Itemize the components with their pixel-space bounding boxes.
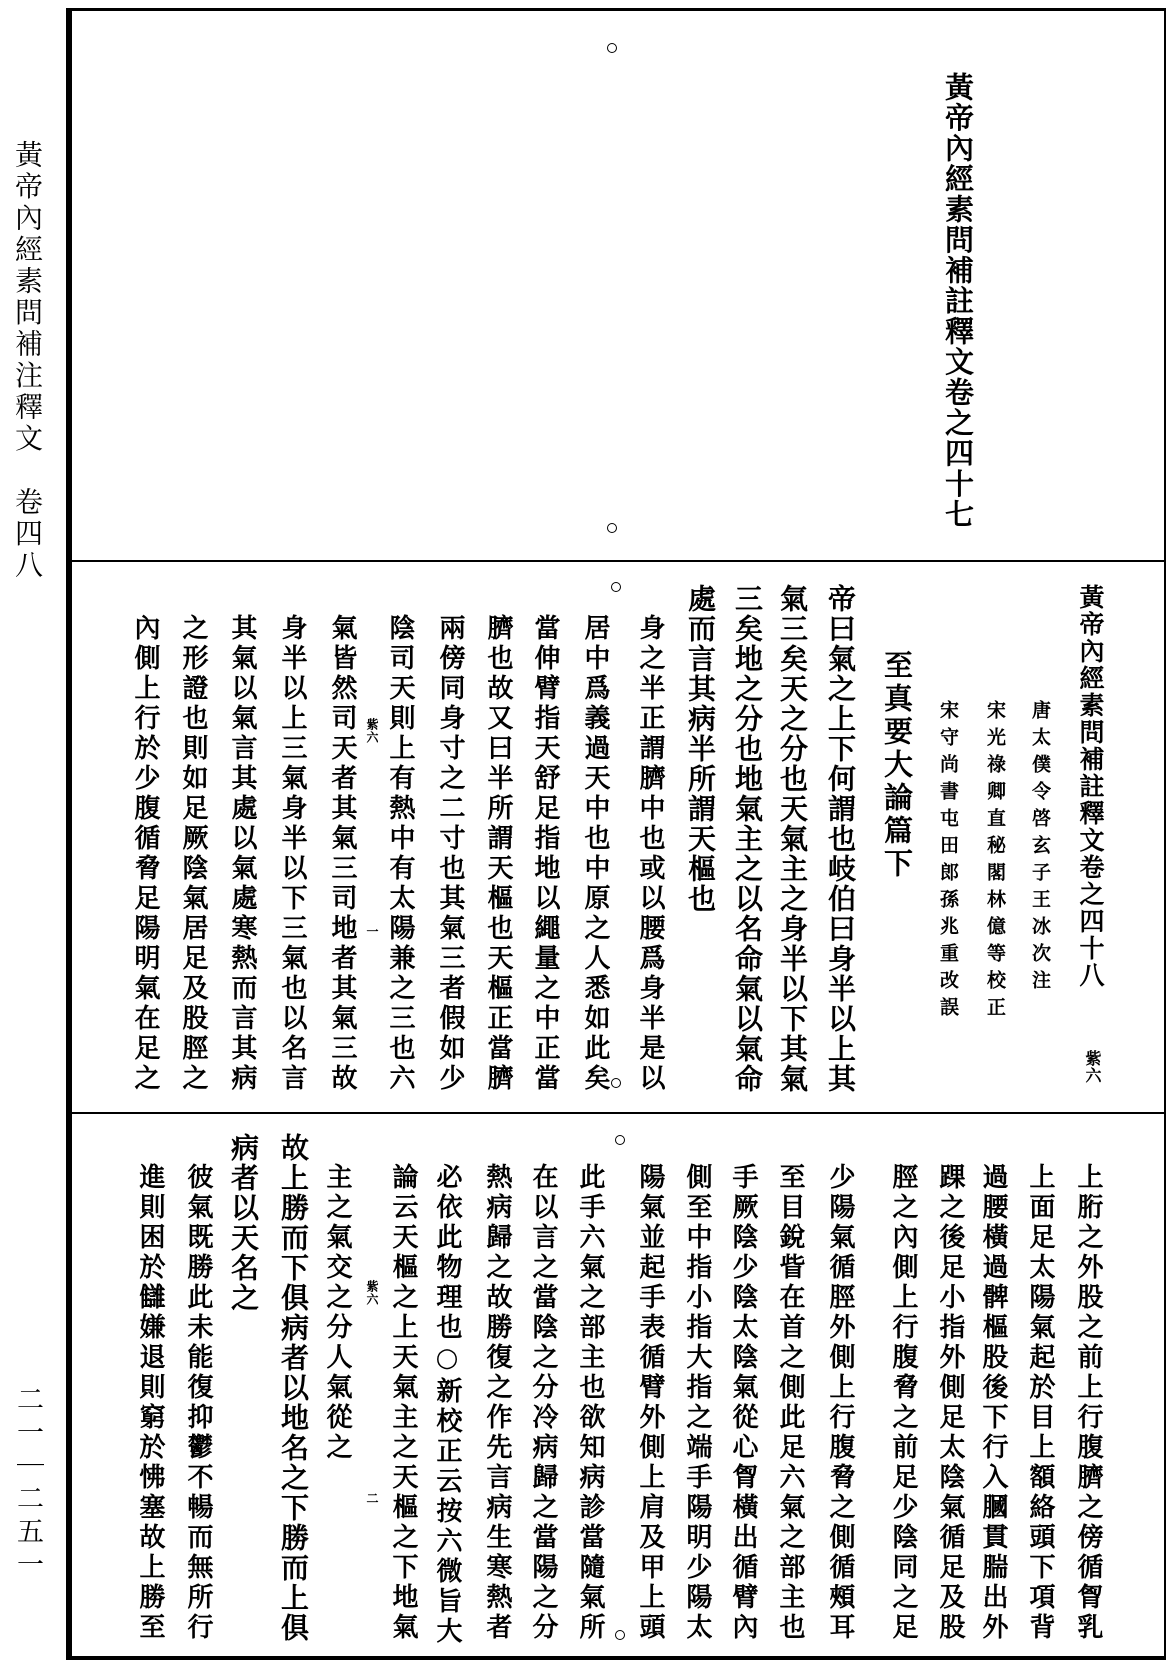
commentary-column: 其氣以氣言其處以氣處寒熱而言其病 [227, 614, 257, 1094]
panel-divider-lower [66, 1112, 1166, 1114]
volume-mark: 紫六 [1083, 1050, 1102, 1084]
commentary-column: 踝之後足小指外側足太陰氣循足及股 [935, 1163, 965, 1643]
commentary-column: 上面足太陽氣起於目上額絡頭下項背 [1025, 1163, 1055, 1643]
commentary-column: 論云天樞之上天氣主之天樞之下地氣 [388, 1163, 418, 1643]
commentary-column: 少陽氣循脛外側上行腹脅之側循頰耳 [825, 1163, 855, 1643]
main-text-column: 病者以天名之 [227, 1133, 260, 1313]
commentary-column: 兩傍同身寸之二寸也其氣三者假如少 [435, 614, 465, 1094]
binding-hole-icon [611, 1078, 621, 1088]
commentary-column: 之形證也則如足厥陰氣居足及股脛之 [178, 614, 208, 1094]
margin-mark: 紫六 [365, 1280, 379, 1306]
commentary-column: 此手六氣之部主也欲知病診當隨氣所 [575, 1163, 605, 1643]
commentary-column: 至目銳眥在首之側此足六氣之部主也 [775, 1163, 805, 1643]
commentary-column: 上胻之外股之前上行腹臍之傍循胷乳 [1073, 1163, 1103, 1643]
commentary-column: 居中爲義過天中也中原之人悉如此矣 [580, 614, 610, 1094]
margin-mark: 二 [365, 1492, 379, 1505]
main-text-column: 帝曰氣之上下何謂也岐伯曰身半以上其 [824, 584, 857, 1094]
credit-line: 唐太僕令啓玄子王冰次注 [1029, 700, 1051, 997]
commentary-column: 側至中指小指大指之端手陽明少陽太 [682, 1163, 712, 1643]
commentary-column: 手厥陰少陰太陰氣從心胷橫出循臂內 [728, 1163, 758, 1643]
margin-volume: 卷四八 [11, 487, 44, 582]
binding-hole-icon [611, 582, 621, 592]
commentary-column: 內側上行於少腹循脅足陽明氣在足之 [130, 614, 160, 1094]
panel-divider-upper [66, 560, 1166, 562]
commentary-column: 身之半正謂臍中也或以腰爲身半是以 [635, 614, 665, 1094]
margin-mark: 一 [365, 925, 379, 938]
commentary-column: 當伸臂指天舒足指地以繩量之中正當 [530, 614, 560, 1094]
margin-book-title: 黃帝內經素問補注釋文 [11, 140, 44, 455]
commentary-column: 陰司天則上有熱中有太陽兼之三也六 [385, 614, 415, 1094]
commentary-column: 進則困於讎嫌退則窮於怫塞故上勝至 [135, 1163, 165, 1643]
commentary-column: 氣皆然司天者其氣三司地者其氣三故 [327, 614, 357, 1094]
binding-hole-icon [607, 523, 617, 533]
main-text-column: 故上勝而下俱病者以地名之下勝而上俱 [277, 1133, 310, 1643]
commentary-column: 脛之內側上行腹脅之前足少陰同之足 [888, 1163, 918, 1643]
main-text-column: 處而言其病半所謂天樞也 [684, 584, 717, 914]
commentary-column: 陽氣並起手表循臂外側上肩及甲上頭 [635, 1163, 665, 1643]
commentary-column: 身半以上三氣身半以下三氣也以名言 [277, 614, 307, 1094]
page-number: 二一｜二五一 [12, 1385, 43, 1583]
commentary-column: 臍也故又曰半所謂天樞也天樞正當臍 [483, 614, 513, 1094]
top-panel-title: 黃帝內經素問補註釋文卷之四十七 [941, 72, 975, 530]
main-text-column: 氣三矣天之分也天氣主之身半以下其氣 [776, 584, 809, 1094]
main-text-column: 三矣地之分也地氣主之以名命氣以氣命 [731, 584, 764, 1094]
binding-hole-icon [615, 1135, 625, 1145]
commentary-column: 在以言之當陰之分冷病歸之當陽之分 [528, 1163, 558, 1643]
credit-line: 宋守尚書屯田郎孫兆重改誤 [937, 700, 959, 1024]
commentary-column: 主之氣交之分人氣從之 [322, 1163, 352, 1463]
margin-mark: 紫六 [365, 718, 379, 744]
commentary-column: 熱病歸之故勝復之作先言病生寒熱者 [482, 1163, 512, 1643]
credit-line: 宋光祿卿直秘閣林億等校正 [984, 700, 1006, 1024]
chapter-title: 至真要大論篇下 [880, 650, 914, 881]
binding-hole-icon [615, 1630, 625, 1640]
chapter-header-title: 黃帝內經素問補註釋文卷之四十八 [1076, 584, 1105, 989]
commentary-column: 彼氣既勝此未能復抑鬱不暢而無所行 [183, 1163, 213, 1643]
commentary-column: 過腰橫過髀樞股後下行入膕貫腨出外 [978, 1163, 1008, 1643]
commentary-column: 必依此物理也○新校正云按六微旨大 [432, 1163, 462, 1647]
binding-hole-icon [607, 43, 617, 53]
